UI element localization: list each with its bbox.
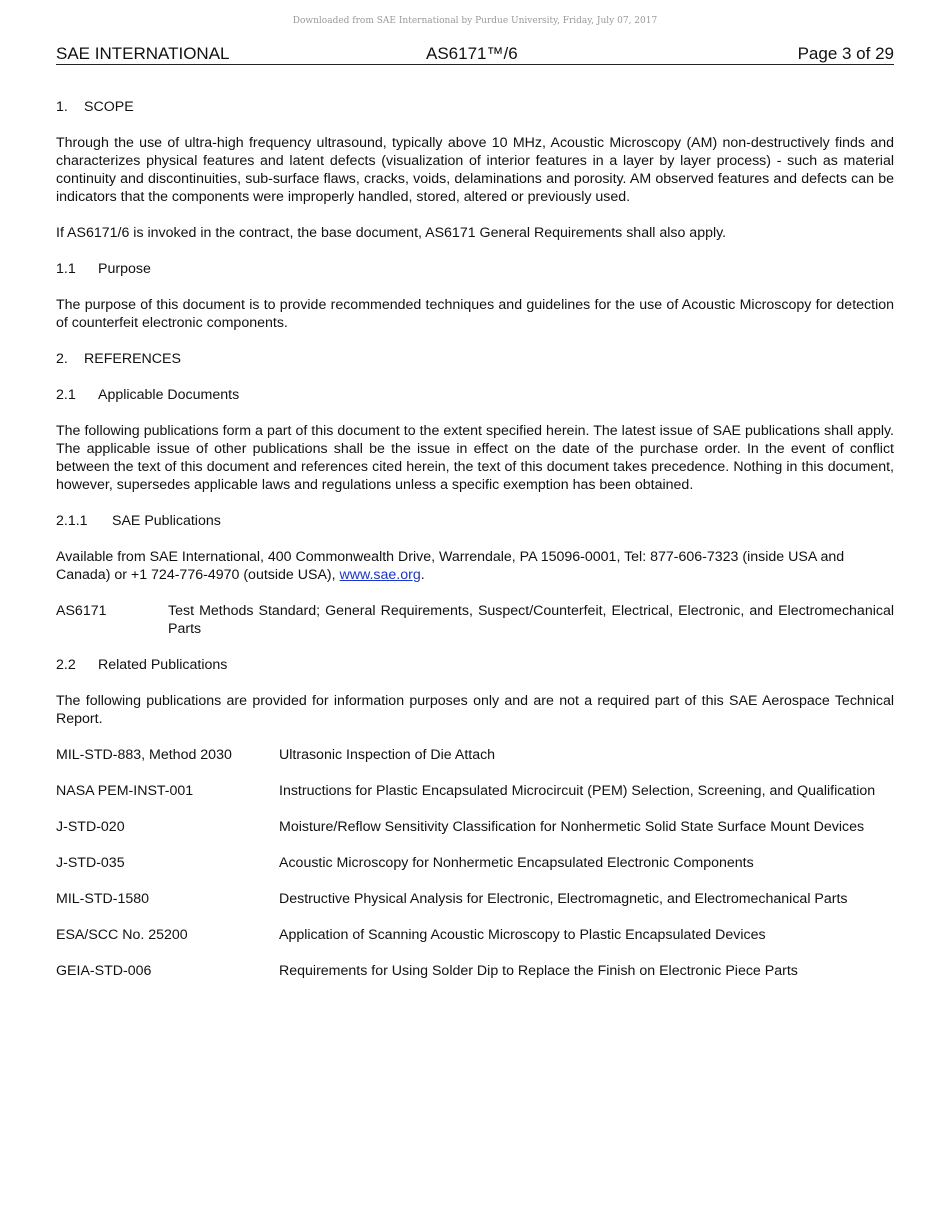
reference-entry bbox=[56, 926, 894, 944]
availability-text-end: . bbox=[420, 567, 425, 583]
section-number: 2.2 bbox=[56, 657, 76, 673]
section-title: Related Publications bbox=[98, 657, 228, 673]
reference-entry bbox=[56, 746, 894, 764]
reference-code: ESA/SCC No. 25200 bbox=[56, 927, 188, 943]
reference-title: Moisture/Reflow Sensitivity Classification for Nonhermetic Solid State Surface Mount Devices bbox=[279, 819, 865, 835]
reference-code: J-STD-035 bbox=[56, 855, 125, 871]
sae-website-link[interactable]: www.sae.org bbox=[339, 567, 421, 583]
section-heading-sae-publications bbox=[56, 512, 894, 530]
reference-title: Requirements for Using Solder Dip to Replace the Finish on Electronic Piece Parts bbox=[279, 963, 798, 979]
sae-availability-paragraph bbox=[56, 548, 894, 584]
reference-title: Application of Scanning Acoustic Microscopy to Plastic Encapsulated Devices bbox=[279, 927, 766, 943]
reference-code: GEIA-STD-006 bbox=[56, 963, 152, 979]
purpose-paragraph: The purpose of this document is to provide recommended techniques and guidelines for the use of Acoustic Microscopy for detection of counterfeit electronic components. bbox=[56, 297, 894, 331]
reference-entry bbox=[56, 818, 894, 836]
download-watermark: Downloaded from SAE International by Purdue University, Friday, July 07, 2017 bbox=[292, 16, 658, 26]
reference-title: Destructive Physical Analysis for Electronic, Electromagnetic, and Electromechanical Parts bbox=[279, 891, 848, 907]
section-number: 1.1 bbox=[56, 261, 76, 277]
reference-code: NASA PEM-INST-001 bbox=[56, 783, 194, 799]
availability-text: Available from SAE International, 400 Commonwealth Drive, Warrendale, PA 15096-0001, Tel: 877-606-7323 (inside USA and Canada) or +1 724-776-4970 (outside USA), bbox=[56, 549, 845, 583]
section-heading-references bbox=[56, 350, 894, 368]
reference-title: Ultrasonic Inspection of Die Attach bbox=[279, 747, 496, 763]
header-document-id: AS6171™/6 bbox=[426, 44, 518, 63]
scope-paragraph: Through the use of ultra-high frequency ultrasound, typically above 10 MHz, Acoustic Microscopy (AM) non-destructively finds and characterizes physical features and latent defects (visualization of interior features in a layer by layer process) - such as material continuity and discontinuities, sub-surface flaws, cracks, voids, delaminations and porosity. AM observed features and defects can be indicators that the components were improperly handled, stored, altered or previously used. bbox=[56, 135, 894, 205]
related-publications-paragraph: The following publications are provided for information purposes only and are not a required part of this SAE Aerospace Technical Report. bbox=[56, 693, 894, 727]
section-title: REFERENCES bbox=[84, 351, 181, 367]
section-number: 2.1 bbox=[56, 387, 76, 403]
section-title: SAE Publications bbox=[112, 513, 221, 529]
section-heading-applicable-documents bbox=[56, 386, 894, 404]
header-organization: SAE INTERNATIONAL bbox=[56, 44, 230, 63]
section-heading-scope bbox=[56, 98, 894, 116]
reference-entry bbox=[56, 890, 894, 908]
section-number: 2.1.1 bbox=[56, 513, 88, 529]
reference-title: Test Methods Standard; General Requirements, Suspect/Counterfeit, Electrical, Electronic, and Electromechanical Parts bbox=[168, 603, 894, 637]
section-title: Applicable Documents bbox=[98, 387, 240, 403]
reference-code: MIL-STD-1580 bbox=[56, 891, 150, 907]
reference-title: Instructions for Plastic Encapsulated Microcircuit (PEM) Selection, Screening, and Qualification bbox=[279, 783, 876, 799]
section-title: Purpose bbox=[98, 261, 151, 277]
document-body bbox=[56, 98, 894, 998]
page-header bbox=[56, 44, 894, 65]
reference-code: MIL-STD-883, Method 2030 bbox=[56, 747, 232, 763]
applicable-documents-paragraph: The following publications form a part of this document to the extent specified herein. The latest issue of SAE publications shall apply. The applicable issue of other publications shall be the issue in effect on the date of the purchase order. In the event of conflict between the text of this document and references cited herein, the text of this document takes precedence. Nothing in this document, however, supersedes applicable laws and regulations unless a specific exemption has been obtained. bbox=[56, 423, 894, 493]
scope-invocation-paragraph: If AS6171/6 is invoked in the contract, the base document, AS6171 General Requirements shall also apply. bbox=[56, 225, 727, 241]
reference-title: Acoustic Microscopy for Nonhermetic Encapsulated Electronic Components bbox=[279, 855, 754, 871]
reference-code: AS6171 bbox=[56, 603, 107, 619]
reference-code: J-STD-020 bbox=[56, 819, 125, 835]
header-page-number: Page 3 of 29 bbox=[797, 44, 894, 63]
reference-entry bbox=[56, 602, 894, 638]
reference-entry bbox=[56, 782, 894, 800]
section-heading-related-publications bbox=[56, 656, 894, 674]
section-title: SCOPE bbox=[84, 99, 134, 115]
section-heading-purpose bbox=[56, 260, 894, 278]
section-number: 1. bbox=[56, 99, 68, 115]
reference-entry bbox=[56, 854, 894, 872]
section-number: 2. bbox=[56, 351, 68, 367]
reference-entry bbox=[56, 962, 894, 980]
